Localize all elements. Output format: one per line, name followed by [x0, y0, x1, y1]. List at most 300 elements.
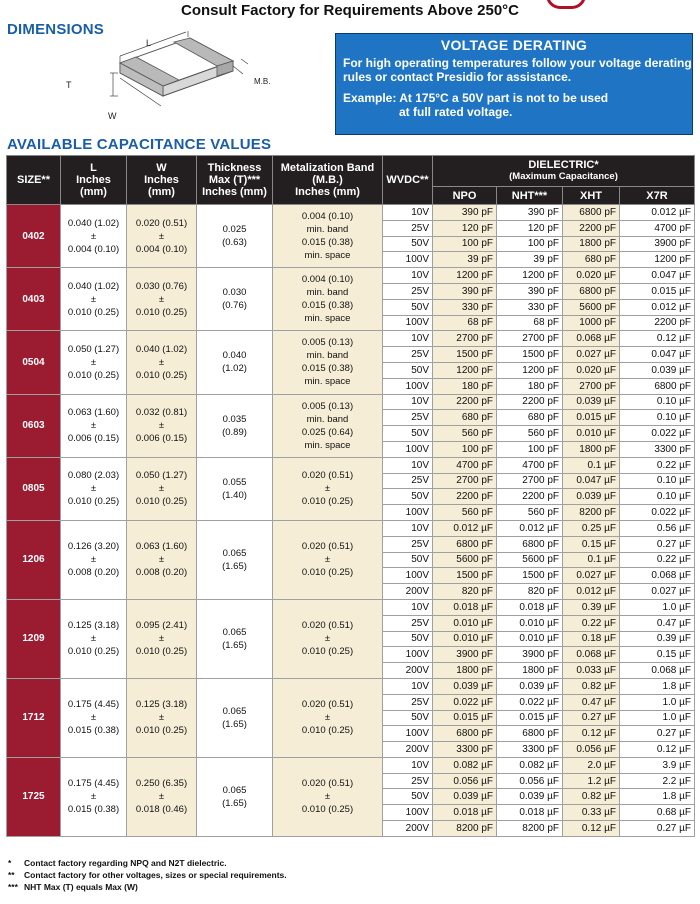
width-cell-line: ±: [158, 420, 165, 432]
xht-cell: 8200 pF: [563, 505, 620, 521]
npo-cell: 68 pF: [433, 315, 497, 331]
chip-dimension-drawing: [58, 26, 298, 128]
xht-cell: 0.15 µF: [563, 536, 620, 552]
x7r-cell: 2.2 µF: [620, 773, 695, 789]
xht-cell: 1800 pF: [563, 441, 620, 457]
metalization-band-cell-line: 0.004 (0.10): [301, 274, 354, 286]
width-cell: [127, 457, 197, 520]
wvdc-cell: 25V: [383, 773, 433, 789]
thickness-cell-line: 0.035: [222, 413, 247, 425]
x7r-cell: 0.56 µF: [620, 520, 695, 536]
wvdc-cell: 25V: [383, 283, 433, 299]
header-npo: NPO: [433, 187, 497, 205]
thickness-cell-line: (1.65): [222, 797, 247, 809]
width-cell: [127, 331, 197, 394]
length-cell-line: 0.040 (1.02): [67, 280, 120, 292]
thickness-cell-line: 0.040: [222, 350, 247, 362]
thickness-cell-line: (0.63): [222, 237, 247, 249]
xht-cell: 6800 pF: [563, 205, 620, 221]
wvdc-cell: 100V: [383, 647, 433, 663]
x7r-cell: 0.22 µF: [620, 457, 695, 473]
footnote-mark: ***: [8, 882, 18, 892]
wvdc-cell: 50V: [383, 710, 433, 726]
voltage-derating-example-line2: at full rated voltage.: [399, 105, 513, 119]
table-row: [7, 331, 695, 347]
npo-cell: 3300 pF: [433, 742, 497, 758]
voltage-derating-box: [335, 33, 693, 135]
nht-cell: 1800 pF: [497, 663, 563, 679]
wvdc-cell: 10V: [383, 599, 433, 615]
xht-cell: 0.22 µF: [563, 615, 620, 631]
npo-cell: 0.010 µF: [433, 631, 497, 647]
table-row: [7, 678, 695, 694]
npo-cell: 560 pF: [433, 426, 497, 442]
metalization-band-cell-line: 0.015 (0.38): [301, 237, 354, 249]
metalization-band-cell-line: min. band: [306, 413, 349, 425]
thickness-cell-line: 0.065: [222, 547, 247, 559]
x7r-cell: 1.0 µF: [620, 599, 695, 615]
x7r-cell: 0.68 µF: [620, 805, 695, 821]
table-row: [7, 268, 695, 284]
x7r-cell: 0.022 µF: [620, 505, 695, 521]
footnote-text: Contact factory regarding NPQ and N2T dielectric.: [24, 858, 227, 868]
metalization-band-cell-line: min. band: [306, 350, 349, 362]
npo-cell: 2200 pF: [433, 394, 497, 410]
wvdc-cell: 50V: [383, 299, 433, 315]
length-cell-line: ±: [90, 356, 97, 368]
thickness-cell-line: 0.025: [222, 224, 247, 236]
xht-cell: 1.2 µF: [563, 773, 620, 789]
width-cell-line: 0.030 (0.76): [135, 280, 188, 292]
x7r-cell: 3.9 µF: [620, 757, 695, 773]
metalization-band-cell: [273, 331, 383, 394]
xht-cell: 0.047 µF: [563, 473, 620, 489]
thickness-cell-line: (1.65): [222, 718, 247, 730]
x7r-cell: 0.022 µF: [620, 426, 695, 442]
x7r-cell: 0.012 µF: [620, 299, 695, 315]
wvdc-cell: 100V: [383, 441, 433, 457]
x7r-cell: 0.12 µF: [620, 742, 695, 758]
width-cell-line: 0.010 (0.25): [135, 646, 188, 658]
length-cell-line: 0.040 (1.02): [67, 217, 120, 229]
length-cell-line: 0.126 (3.20): [67, 541, 120, 553]
nht-cell: 68 pF: [497, 315, 563, 331]
npo-cell: 330 pF: [433, 299, 497, 315]
npo-cell: 100 pF: [433, 441, 497, 457]
metalization-band-cell-line: 0.020 (0.51): [301, 541, 354, 553]
wvdc-cell: 100V: [383, 726, 433, 742]
dim-label-l: L: [146, 38, 152, 48]
npo-cell: 0.039 µF: [433, 678, 497, 694]
wvdc-cell: 100V: [383, 315, 433, 331]
npo-cell: 1500 pF: [433, 347, 497, 363]
x7r-cell: 0.015 µF: [620, 283, 695, 299]
width-cell-line: 0.006 (0.15): [135, 433, 188, 445]
metalization-band-cell: [273, 268, 383, 331]
wvdc-cell: 200V: [383, 663, 433, 679]
nht-cell: 6800 pF: [497, 726, 563, 742]
width-cell-line: ±: [158, 791, 165, 803]
npo-cell: 180 pF: [433, 378, 497, 394]
nht-cell: 100 pF: [497, 441, 563, 457]
npo-cell: 0.039 µF: [433, 789, 497, 805]
xht-cell: 0.012 µF: [563, 584, 620, 600]
size-cell: 0805: [7, 457, 61, 520]
xht-cell: 0.27 µF: [563, 710, 620, 726]
metalization-band-cell-line: 0.020 (0.51): [301, 620, 354, 632]
npo-cell: 390 pF: [433, 283, 497, 299]
width-cell-line: 0.008 (0.20): [135, 567, 188, 579]
metalization-band-cell-line: 0.004 (0.10): [301, 211, 354, 223]
npo-cell: 0.022 µF: [433, 694, 497, 710]
footnote-text: Contact factory for other voltages, sizes or special requirements.: [24, 870, 287, 880]
thickness-cell-line: (0.89): [222, 426, 247, 438]
thickness-cell-line: 0.065: [222, 705, 247, 717]
metalization-band-cell-line: 0.015 (0.38): [301, 363, 354, 375]
npo-cell: 4700 pF: [433, 457, 497, 473]
nht-cell: 1500 pF: [497, 568, 563, 584]
header-band: [273, 156, 383, 205]
length-cell: [61, 394, 127, 457]
metalization-band-cell-line: 0.010 (0.25): [301, 725, 354, 737]
header-band-line: Inches (mm): [295, 186, 360, 198]
x7r-cell: 0.10 µF: [620, 473, 695, 489]
nht-cell: 6800 pF: [497, 536, 563, 552]
xht-cell: 680 pF: [563, 252, 620, 268]
wvdc-cell: 10V: [383, 520, 433, 536]
length-cell: [61, 678, 127, 757]
header-thickness-line: Max (T)***: [208, 174, 261, 186]
capacitance-table: [6, 155, 695, 837]
nht-cell: 1200 pF: [497, 268, 563, 284]
width-cell: [127, 599, 197, 678]
length-cell: [61, 520, 127, 599]
footnote: [8, 857, 287, 869]
footnote-mark: *: [8, 858, 12, 868]
header-l-line: L: [90, 162, 97, 174]
x7r-cell: 0.027 µF: [620, 584, 695, 600]
thickness-cell-line: (1.65): [222, 560, 247, 572]
header-l-line: (mm): [80, 186, 107, 198]
length-cell-line: ±: [90, 230, 97, 242]
length-cell-line: ±: [90, 633, 97, 645]
length-cell: [61, 457, 127, 520]
wvdc-cell: 10V: [383, 757, 433, 773]
wvdc-cell: 25V: [383, 536, 433, 552]
dimensions-title: DIMENSIONS: [7, 21, 105, 38]
metalization-band-cell-line: min. space: [304, 376, 351, 388]
npo-cell: 0.015 µF: [433, 710, 497, 726]
xht-cell: 2700 pF: [563, 378, 620, 394]
length-cell-line: 0.015 (0.38): [67, 804, 120, 816]
npo-cell: 820 pF: [433, 584, 497, 600]
nht-cell: 2700 pF: [497, 331, 563, 347]
wvdc-cell: 50V: [383, 426, 433, 442]
npo-cell: 0.018 µF: [433, 805, 497, 821]
nht-cell: 0.012 µF: [497, 520, 563, 536]
length-cell-line: 0.004 (0.10): [67, 243, 120, 255]
footnote-text: NHT Max (T) equals Max (W): [24, 882, 138, 892]
nht-cell: 8200 pF: [497, 821, 563, 837]
width-cell-line: 0.018 (0.46): [135, 804, 188, 816]
thickness-cell: [197, 394, 273, 457]
x7r-cell: 0.15 µF: [620, 647, 695, 663]
dim-label-w: W: [108, 111, 117, 121]
xht-cell: 1800 pF: [563, 236, 620, 252]
metalization-band-cell-line: ±: [324, 791, 331, 803]
width-cell: [127, 520, 197, 599]
width-cell: [127, 757, 197, 836]
xht-cell: 5600 pF: [563, 299, 620, 315]
npo-cell: 2200 pF: [433, 489, 497, 505]
nht-cell: 100 pF: [497, 236, 563, 252]
npo-cell: 100 pF: [433, 236, 497, 252]
x7r-cell: 3900 pF: [620, 236, 695, 252]
nht-cell: 680 pF: [497, 410, 563, 426]
length-cell-line: ±: [90, 483, 97, 495]
xht-cell: 0.12 µF: [563, 726, 620, 742]
x7r-cell: 2200 pF: [620, 315, 695, 331]
nht-cell: 5600 pF: [497, 552, 563, 568]
xht-cell: 0.039 µF: [563, 394, 620, 410]
table-row: [7, 599, 695, 615]
npo-cell: 6800 pF: [433, 726, 497, 742]
nht-cell: 1500 pF: [497, 347, 563, 363]
metalization-band-cell-line: min. band: [306, 287, 349, 299]
metalization-band-cell-line: 0.020 (0.51): [301, 778, 354, 790]
table-row: [7, 205, 695, 221]
length-cell-line: 0.080 (2.03): [67, 470, 120, 482]
metalization-band-cell-line: min. space: [304, 250, 351, 262]
size-cell: 1209: [7, 599, 61, 678]
length-cell-line: 0.010 (0.25): [67, 306, 120, 318]
wvdc-cell: 100V: [383, 378, 433, 394]
metalization-band-cell: [273, 457, 383, 520]
thickness-cell: [197, 757, 273, 836]
header-w: [127, 156, 197, 205]
thickness-cell-line: (0.76): [222, 300, 247, 312]
thickness-cell-line: 0.030: [222, 287, 247, 299]
metalization-band-cell: [273, 205, 383, 268]
metalization-band-cell-line: 0.020 (0.51): [301, 470, 354, 482]
length-cell-line: ±: [90, 791, 97, 803]
length-cell-line: ±: [90, 420, 97, 432]
xht-cell: 0.39 µF: [563, 599, 620, 615]
nht-cell: 2200 pF: [497, 489, 563, 505]
header-w-line: (mm): [148, 186, 175, 198]
npo-cell: 1200 pF: [433, 268, 497, 284]
header-x7r: X7R: [620, 187, 695, 205]
npo-cell: 0.056 µF: [433, 773, 497, 789]
header-thickness-line: Inches (mm): [202, 186, 267, 198]
x7r-cell: 0.12 µF: [620, 331, 695, 347]
x7r-cell: 1200 pF: [620, 252, 695, 268]
thickness-cell-line: (1.65): [222, 639, 247, 651]
length-cell-line: 0.050 (1.27): [67, 343, 120, 355]
thickness-cell-line: (1.02): [222, 363, 247, 375]
wvdc-cell: 100V: [383, 568, 433, 584]
size-cell: 0603: [7, 394, 61, 457]
nht-cell: 0.018 µF: [497, 805, 563, 821]
nht-cell: 0.039 µF: [497, 789, 563, 805]
wvdc-cell: 200V: [383, 742, 433, 758]
size-cell: 1206: [7, 520, 61, 599]
x7r-cell: 0.10 µF: [620, 394, 695, 410]
size-cell: 1712: [7, 678, 61, 757]
npo-cell: 1800 pF: [433, 663, 497, 679]
header-w-line: W: [156, 162, 167, 174]
table-row: [7, 457, 695, 473]
thickness-cell: [197, 205, 273, 268]
metalization-band-cell-line: 0.010 (0.25): [301, 804, 354, 816]
x7r-cell: 0.047 µF: [620, 347, 695, 363]
length-cell: [61, 268, 127, 331]
nht-cell: 0.018 µF: [497, 599, 563, 615]
npo-cell: 2700 pF: [433, 473, 497, 489]
footnote-mark: **: [8, 870, 15, 880]
wvdc-cell: 50V: [383, 789, 433, 805]
thickness-cell-line: (1.40): [222, 489, 247, 501]
wvdc-cell: 100V: [383, 252, 433, 268]
nht-cell: 560 pF: [497, 426, 563, 442]
length-cell-line: 0.010 (0.25): [67, 369, 120, 381]
nht-cell: 390 pF: [497, 283, 563, 299]
npo-cell: 6800 pF: [433, 536, 497, 552]
nht-cell: 0.082 µF: [497, 757, 563, 773]
length-cell-line: 0.125 (3.18): [67, 620, 120, 632]
wvdc-cell: 10V: [383, 394, 433, 410]
length-cell-line: ±: [90, 554, 97, 566]
wvdc-cell: 50V: [383, 552, 433, 568]
width-cell-line: ±: [158, 633, 165, 645]
metalization-band-cell-line: 0.010 (0.25): [301, 646, 354, 658]
length-cell-line: 0.010 (0.25): [67, 646, 120, 658]
nht-cell: 0.010 µF: [497, 631, 563, 647]
npo-cell: 0.082 µF: [433, 757, 497, 773]
xht-cell: 0.18 µF: [563, 631, 620, 647]
nht-cell: 820 pF: [497, 584, 563, 600]
footnote: [8, 881, 287, 893]
xht-cell: 0.033 µF: [563, 663, 620, 679]
thickness-cell: [197, 331, 273, 394]
wvdc-cell: 25V: [383, 615, 433, 631]
metalization-band-cell-line: 0.010 (0.25): [301, 567, 354, 579]
x7r-cell: 0.39 µF: [620, 631, 695, 647]
header-nht: NHT***: [497, 187, 563, 205]
npo-cell: 390 pF: [433, 205, 497, 221]
wvdc-cell: 200V: [383, 821, 433, 837]
width-cell-line: 0.010 (0.25): [135, 369, 188, 381]
npo-cell: 0.010 µF: [433, 615, 497, 631]
nht-cell: 4700 pF: [497, 457, 563, 473]
x7r-cell: 6800 pF: [620, 378, 695, 394]
xht-cell: 0.82 µF: [563, 789, 620, 805]
wvdc-cell: 10V: [383, 457, 433, 473]
width-cell-line: ±: [158, 230, 165, 242]
thickness-cell: [197, 457, 273, 520]
metalization-band-cell-line: min. space: [304, 439, 351, 451]
xht-cell: 0.010 µF: [563, 426, 620, 442]
xht-cell: 0.020 µF: [563, 268, 620, 284]
x7r-cell: 0.068 µF: [620, 568, 695, 584]
header-band-line: Metalization Band: [280, 162, 375, 174]
x7r-cell: 0.10 µF: [620, 489, 695, 505]
nht-cell: 2700 pF: [497, 473, 563, 489]
xht-cell: 0.82 µF: [563, 678, 620, 694]
header-max-capacitance: (Maximum Capacitance): [509, 171, 618, 182]
nht-cell: 390 pF: [497, 205, 563, 221]
voltage-derating-title: VOLTAGE DERATING: [440, 37, 588, 53]
nht-cell: 0.039 µF: [497, 678, 563, 694]
voltage-derating-text: For high operating temperatures follow your voltage derating rules or contact Presidio for assistance.: [343, 56, 692, 84]
length-cell: [61, 205, 127, 268]
nht-cell: 0.015 µF: [497, 710, 563, 726]
wvdc-cell: 25V: [383, 694, 433, 710]
length-cell-line: 0.175 (4.45): [67, 699, 120, 711]
x7r-cell: 0.22 µF: [620, 552, 695, 568]
xht-cell: 0.015 µF: [563, 410, 620, 426]
thickness-cell: [197, 520, 273, 599]
xht-cell: 1000 pF: [563, 315, 620, 331]
xht-cell: 0.068 µF: [563, 647, 620, 663]
metalization-band-cell: [273, 394, 383, 457]
length-cell-line: 0.008 (0.20): [67, 567, 120, 579]
length-cell-line: ±: [90, 293, 97, 305]
nht-cell: 1200 pF: [497, 362, 563, 378]
xht-cell: 0.25 µF: [563, 520, 620, 536]
wvdc-cell: 25V: [383, 473, 433, 489]
x7r-cell: 0.27 µF: [620, 536, 695, 552]
wvdc-cell: 100V: [383, 505, 433, 521]
metalization-band-cell-line: ±: [324, 712, 331, 724]
npo-cell: 3900 pF: [433, 647, 497, 663]
width-cell: [127, 678, 197, 757]
header-dielectric-title: DIELECTRIC*: [528, 159, 599, 171]
width-cell-line: 0.125 (3.18): [135, 699, 188, 711]
length-cell: [61, 599, 127, 678]
metalization-band-cell-line: ±: [324, 554, 331, 566]
thickness-cell-line: 0.055: [222, 476, 247, 488]
xht-cell: 0.056 µF: [563, 742, 620, 758]
voltage-derating-example-line1: Example: At 175°C a 50V part is not to be used: [343, 91, 609, 105]
xht-cell: 6800 pF: [563, 283, 620, 299]
xht-cell: 2.0 µF: [563, 757, 620, 773]
metalization-band-cell-line: min. band: [306, 224, 349, 236]
wvdc-cell: 200V: [383, 584, 433, 600]
length-cell: [61, 757, 127, 836]
xht-cell: 0.027 µF: [563, 568, 620, 584]
page-header-title: Consult Factory for Requirements Above 250°C: [180, 2, 519, 19]
x7r-cell: 0.047 µF: [620, 268, 695, 284]
size-cell: 1725: [7, 757, 61, 836]
x7r-cell: 0.068 µF: [620, 663, 695, 679]
x7r-cell: 1.8 µF: [620, 678, 695, 694]
length-cell-line: 0.015 (0.38): [67, 725, 120, 737]
voltage-derating-example: [343, 91, 692, 119]
nht-cell: 3900 pF: [497, 647, 563, 663]
length-cell-line: 0.010 (0.25): [67, 496, 120, 508]
nht-cell: 180 pF: [497, 378, 563, 394]
width-cell-line: 0.050 (1.27): [135, 470, 188, 482]
width-cell-line: 0.010 (0.25): [135, 306, 188, 318]
wvdc-cell: 25V: [383, 410, 433, 426]
x7r-cell: 1.8 µF: [620, 789, 695, 805]
wvdc-cell: 25V: [383, 220, 433, 236]
wvdc-cell: 10V: [383, 331, 433, 347]
nht-cell: 120 pF: [497, 220, 563, 236]
width-cell-line: 0.032 (0.81): [135, 407, 188, 419]
metalization-band-cell-line: 0.020 (0.51): [301, 699, 354, 711]
